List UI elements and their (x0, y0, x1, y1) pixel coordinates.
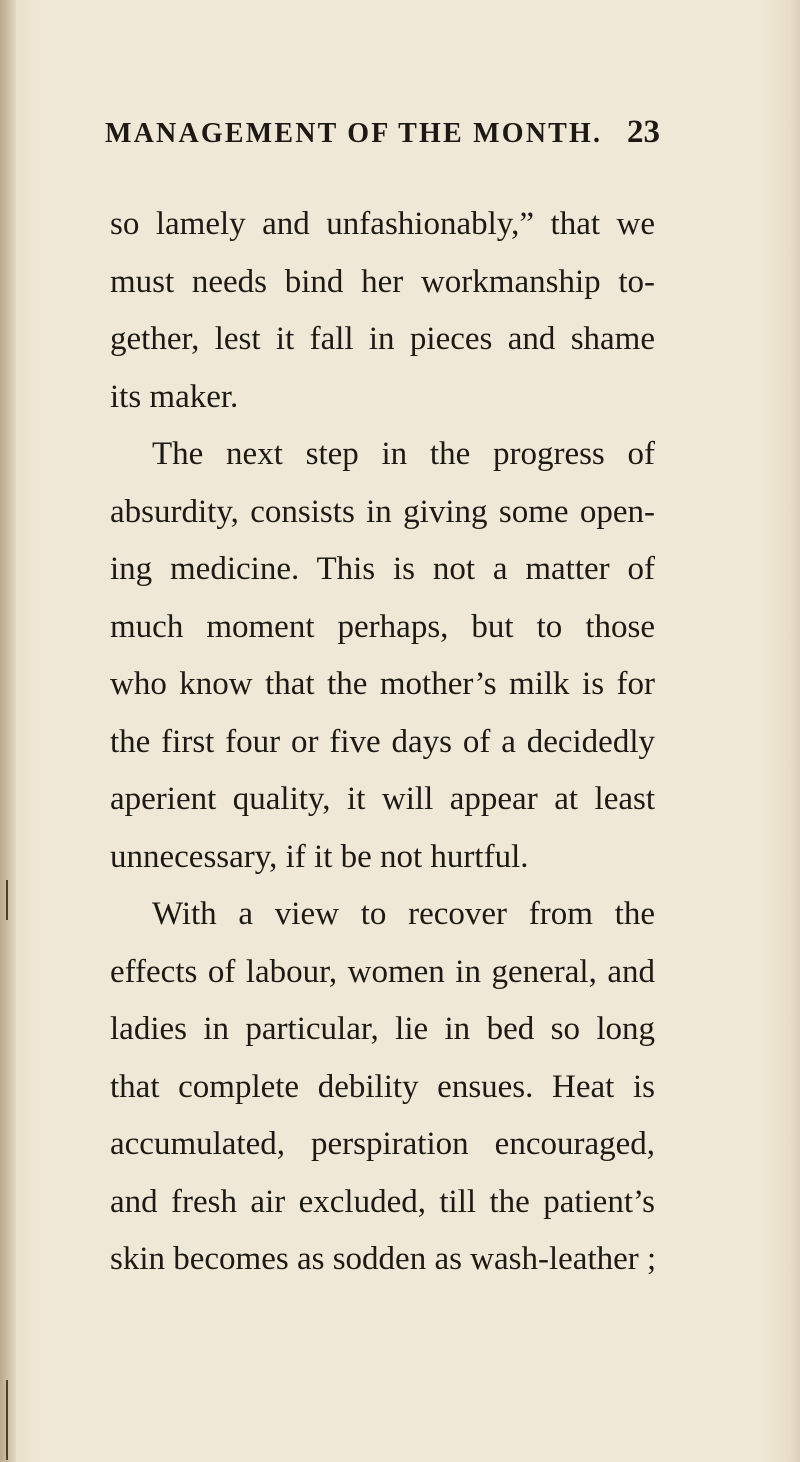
text-line: gether, lest it fall in pieces and shame (110, 321, 655, 357)
gutter-line (6, 1380, 8, 1460)
text-line: that complete debility ensues. Heat is (110, 1068, 655, 1105)
text-line: unnecessary, if it be not hurtful. (110, 838, 529, 875)
paragraph-start-line: With a view to recover from the (152, 896, 655, 932)
text-line: aperient quality, it will appear at least (110, 781, 655, 817)
text-line: its maker. (110, 378, 239, 415)
paragraph-start-line: The next step in the progress of (152, 436, 655, 472)
running-title: MANAGEMENT OF THE MONTH. (105, 118, 603, 149)
gutter-line (6, 880, 8, 920)
text-line: much moment perhaps, but to those (110, 608, 655, 645)
text-line: skin becomes as sodden as wash-leather ; (110, 1241, 657, 1277)
text-line: who know that the mother’s milk is for (110, 666, 655, 702)
text-line: ladies in particular, lie in bed so long (110, 1011, 655, 1047)
text-line: accumulated, perspiration encouraged, (110, 1126, 655, 1162)
text-line: and fresh air excluded, till the patient’s (110, 1183, 655, 1220)
text-line: so lamely and unfashionably,” that we (110, 206, 655, 242)
page-number: 23 (627, 114, 660, 150)
text-line: absurdity, consists in giving some open- (110, 493, 655, 530)
text-line: effects of labour, women in general, and (110, 953, 655, 990)
text-line: the first four or five days of a decidedly (110, 723, 655, 760)
body-text (110, 196, 655, 1289)
page-gutter (0, 0, 16, 1462)
text-line: must needs bind her workmanship to- (110, 263, 655, 300)
page-header (105, 114, 660, 164)
text-line: ing medicine. This is not a matter of (110, 551, 655, 587)
